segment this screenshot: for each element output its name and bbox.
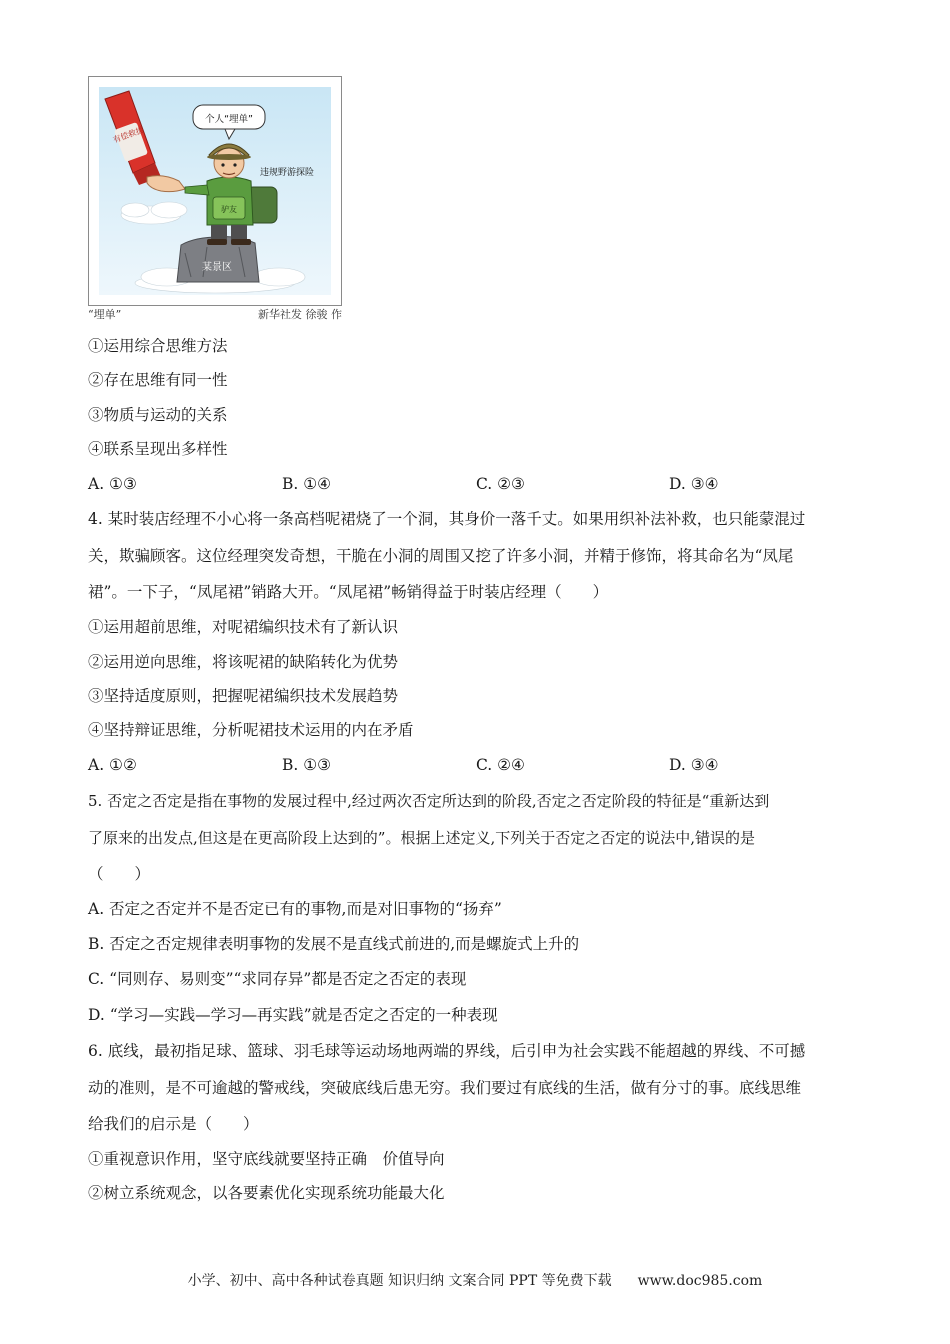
q5-option-a[interactable]: A. 否定之否定并不是否定已有的事物,而是对旧事物的“扬弃” (88, 900, 502, 918)
q6-statement-2: ②树立系统观念，以各要素优化实现系统功能最大化 (88, 1184, 445, 1202)
q4-statement-2: ②运用逆向思维，将该呢裙的缺陷转化为优势 (88, 653, 399, 671)
q6-stem-line-3: 给我们的启示是（ ） (88, 1115, 259, 1133)
q3-option-a[interactable]: A. ①③ (88, 475, 137, 493)
bubble-text: 个人“埋单” (205, 114, 253, 125)
figure-credit: 新华社发 徐骏 作 (258, 308, 342, 321)
q3-statement-1: ①运用综合思维方法 (88, 337, 228, 355)
tag-text: 违规野游探险 (259, 168, 315, 178)
q4-option-a[interactable]: A. ①② (88, 756, 137, 774)
q5-option-d[interactable]: D. “学习—实践—学习—再实践”就是否定之否定的一种表现 (88, 1006, 498, 1024)
hand-label: 有偿救援 (111, 125, 146, 145)
q5-stem-line-3: （ ） (88, 865, 151, 883)
footer-text: 小学、初中、高中各种试卷真题 知识归纳 文案合同 PPT 等免费下载 (187, 1273, 612, 1289)
q4-statement-3: ③坚持适度原则，把握呢裙编织技术发展趋势 (88, 687, 399, 705)
q4-stem-line-2: 关，欺骗顾客。这位经理突发奇想，干脆在小洞的周围又挖了许多小洞，并精于修饰，将其命名为“凤尾 (88, 547, 794, 565)
q3-option-b[interactable]: B. ①④ (282, 475, 332, 493)
vest-text: 驴友 (221, 205, 237, 214)
q4-option-d[interactable]: D. ③④ (669, 756, 719, 774)
q5-stem-line-2: 了原来的出发点,但这是在更高阶段上达到的”。根据上述定义,下列关于否定之否定的说法中,错误的是 (88, 829, 755, 847)
q3-option-c[interactable]: C. ②③ (476, 475, 525, 493)
q4-stem-line-3: 裙”。一下子，“凤尾裙”销路大开。“凤尾裙”畅销得益于时装店经理（ ） (88, 583, 609, 601)
cartoon-figure (88, 76, 342, 306)
q5-option-c[interactable]: C. “同则存、易则变”“求同存异”都是否定之否定的表现 (88, 970, 467, 988)
q3-statement-2: ②存在思维有同一性 (88, 371, 228, 389)
q3-statement-4: ④联系呈现出多样性 (88, 440, 228, 458)
q3-statement-3: ③物质与运动的关系 (88, 406, 228, 424)
q3-option-d[interactable]: D. ③④ (669, 475, 719, 493)
q4-statement-4: ④坚持辩证思维，分析呢裙技术运用的内在矛盾 (88, 721, 414, 739)
q4-stem-line-1: 4. 某时装店经理不小心将一条高档呢裙烧了一个洞，其身价一落千丈。如果用织补法补救，也只能蒙混过 (88, 510, 806, 528)
page-footer (0, 1270, 950, 1290)
q6-statement-1: ①重视意识作用，坚守底线就要坚持正确 价值导向 (88, 1150, 445, 1168)
hiker-face (214, 148, 244, 178)
q5-option-b[interactable]: B. 否定之否定规律表明事物的发展不是直线式前进的,而是螺旋式上升的 (88, 935, 580, 953)
q6-stem-line-2: 动的准则，是不可逾越的警戒线，突破底线后患无穷。我们要过有底线的生活，做有分寸的事。底线思维 (88, 1079, 802, 1097)
q4-option-c[interactable]: C. ②④ (476, 756, 525, 774)
q4-statement-1: ①运用超前思维，对呢裙编织技术有了新认识 (88, 618, 399, 636)
cartoon-illustration (89, 77, 341, 305)
rock-label: 某景区 (202, 262, 232, 273)
q5-stem-line-1: 5. 否定之否定是指在事物的发展过程中,经过两次否定所达到的阶段,否定之否定阶段的特征是“重新达到 (88, 792, 770, 810)
footer-url[interactable]: www.doc985.com (637, 1273, 763, 1289)
q6-stem-line-1: 6. 底线，最初指足球、篮球、羽毛球等运动场地两端的界线，后引申为社会实践不能超越的界线、不可撼 (88, 1042, 806, 1060)
q4-option-b[interactable]: B. ①③ (282, 756, 332, 774)
figure-caption: “埋单” (88, 308, 122, 321)
